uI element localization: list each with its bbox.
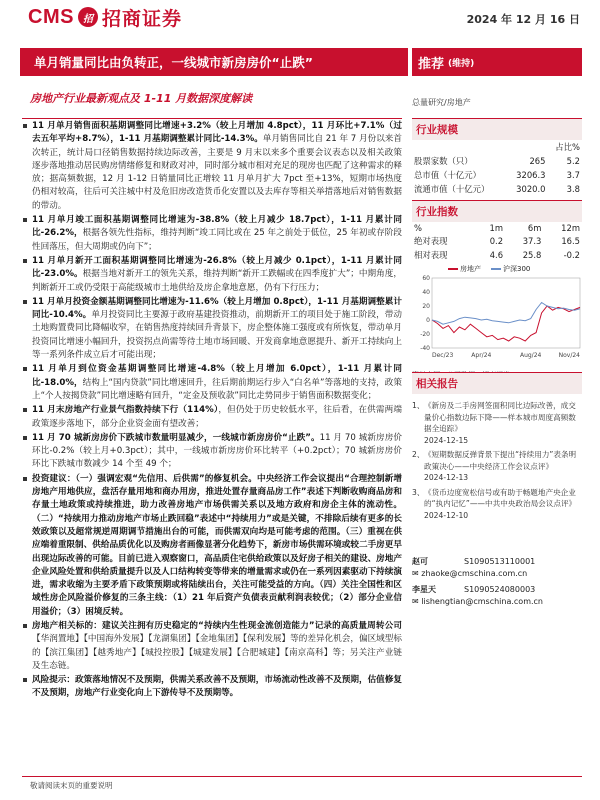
- legend-item-real-estate: 房地产: [448, 264, 481, 274]
- footer-note: 敬请阅读末页的重要说明: [30, 781, 113, 790]
- related-reports-title: 相关报告: [412, 372, 582, 394]
- mail-icon: ✉: [412, 597, 422, 606]
- report-date: 2024 年 12 月 16 日: [466, 13, 580, 26]
- index-chart: [412, 274, 582, 364]
- analyst-cert: S1090513110001: [464, 557, 536, 566]
- analyst-name: 李星天: [412, 585, 436, 594]
- industry-scale-title: 行业规模: [412, 118, 582, 140]
- bullet-new-starts: 11 月单月新开工面积基期调整同比增速为-26.8%（较上月减少 0.1pct），1-11 月累计同比-23.0%。根据当地对新开工的领先关系，维持判断“新开工跌幅或在四季度扩大”；中期角度，判断新开工或仍受限于高能级城市土地供给及房企拿地意愿，仍有下行压力；: [22, 255, 402, 295]
- analyst-email[interactable]: zhaoke@cmschina.com.cn: [421, 569, 528, 578]
- related-report-date: 2024-12-15: [424, 435, 469, 445]
- related-report-item[interactable]: 2、 《短期数据反弹背景下提出“持续用力”表条明政策决心——中央经济工作会议点评》 2024-12-13: [412, 450, 577, 482]
- mail-icon: ✉: [412, 569, 422, 578]
- rating-label: 推荐: [418, 56, 445, 72]
- analysts-section: [412, 556, 582, 608]
- table-row: 总市值（十亿元） 3206.3 3.7: [414, 170, 580, 180]
- y-tick-label: 0: [426, 317, 430, 324]
- chart-legend: [448, 264, 582, 274]
- series-line-real-estate: [432, 306, 580, 341]
- rating-box: [412, 48, 582, 76]
- related-report-item[interactable]: 3、 《货币边度宽松信号或有助于畅题地产央企业的“执内记忆”——中共中央政治局会议点评》 2024-12-10: [412, 487, 577, 520]
- industry-index-title: 行业指数: [412, 200, 582, 222]
- analyst-email[interactable]: lishengtian@cmschina.com.cn: [421, 597, 543, 606]
- bullet-investment-advice: 投资建议：（一）强调宏观“先信用、后供需”的修复机会。中央经济工作会议提出“合理控制新增房地产用地供应，盘活存量用地和商办用房，推进处置存量商品房工作”表述下判断收购商品房和存量土地政策或持续推进，助力改善房地产市场供需关系以及地方政府和房企主体的流动性。（二）“持续用力推动房地产市场止跌回稳”表述中“持续用力”或是关键，不排除后续有更多的长效政策以及超常规逆周期调节措施出台的可能，而供需双向均是可能考虑的范围。（三）重视在供应端着重限制、供给品质优化以及购房者画像显著分化趋势下，新房市场供需环境或较二手房更早出现边际改善的可能。目前已进入观察窗口，高品质住宅供给政策以及好房子相关的建设、房地产企业风险处置和供给质量提升以及人口结构转变等带来的增量需求或仍在一系列因素驱动下持续演进，需求收缩为主要矛盾下政策预期或将陆续出台，关注可能受益的方向。（四）关注全国性和区域性房企风险溢价修复的三条主线：（1）21 年后资产负债表贡献利润表较优；（2）部分企业信用溢价；（3）困境反转。: [22, 473, 402, 619]
- related-report-item[interactable]: 1、 《新房及二手房网签面积同比边际改善，成交量价心指数边际下降——样本城市周度高频数据全追踪》 2024-12-15: [412, 401, 576, 445]
- legend-item-hs300: 沪深300: [491, 264, 530, 274]
- logo-latin: CMS: [28, 5, 74, 28]
- y-tick-label: -20: [420, 331, 430, 338]
- bullet-investment: 11 月单月投资金额基期调整同比增速为-11.6%（较上月增加 0.8pct），1-11 月基期调整累计同比-10.4%。单月投资同比主要源于政府基建投资推动，前期新开工的项目处于施工阶段，带动土地购置费同比降幅收窄，在销售热度持续回升背景下，房企整体施工强度或有所恢复，带动单月投资同比增速小幅回升，投资拐点尚需等待土地市场回暖、开发商拿地意愿提升、新开工持续向上等一系列条件成立后才可能出现；: [22, 296, 402, 362]
- x-tick-label: Dec/23: [432, 352, 454, 359]
- bullet-risks: 风险提示：政策落地情况不及预期，供需关系改善不及预期，市场流动性改善不及预期，估值修复不及预期，房地产行业变化向上下游传导不及预期等。: [22, 674, 402, 701]
- series-line-hs300: [432, 303, 580, 325]
- report-subtitle: 房地产行业最新观点及 1-11 月数据深度解读: [30, 92, 253, 105]
- bullet-stocks: 房地产相关标的：建议关注拥有历史稳定的“持续内生性现金流创造能力”记录的高质量周转公司【华润置地】【中国海外发展】【龙湖集团】【金地集团】【保利发展】等的差异化机会，偏区域型标的【滨江集团】【越秀地产】【城投控股】【城建发展】【合肥城建】【南京高科】等；另关注产业链及生态链。: [22, 620, 402, 673]
- related-reports-section: [412, 372, 582, 524]
- bullet-funding: 11 月单月到位资金基期调整同比增速-4.8%（较上月增加 6.0pct），1-11 月累计同比-18.0%，结构上“国内贷款”同比增速回升，往后期前期运行步入“白名单”等落地的支持，政策上“个人按揭贷款”同比增速略有回升，“定金及预收款”同比走势同步于销售面积数据变化；: [22, 363, 402, 403]
- industry-scale-section: [412, 118, 582, 196]
- x-tick-label: Nov/24: [558, 352, 580, 359]
- table-row: 股票家数（只） 265 5.2: [414, 156, 580, 166]
- table-row: 相对表现 4.6 25.8 -0.2: [414, 250, 580, 260]
- report-category: 总量研究/房地产: [412, 98, 471, 107]
- analyst-name: 赵可: [412, 557, 428, 566]
- rating-sub: (维持): [448, 58, 475, 69]
- analyst-1: [412, 556, 582, 580]
- analyst-cert: S1090524080003: [464, 585, 536, 594]
- x-tick-label: Aug/24: [519, 352, 542, 359]
- main-body: [22, 118, 402, 777]
- y-tick-label: 20: [422, 303, 430, 310]
- related-report-date: 2024-12-13: [424, 473, 469, 482]
- pct-header: 占比%: [555, 142, 580, 152]
- bullet-completion: 11 月单月竣工面积基期调整同比增速为-38.8%（较上月减少 18.7pct），1-11 月累计同比-26.2%，根据各领先性指标，维持判断“竣工同比或在 25 年之前处于低位，25 年初或存阶段性回落压，但大周期或仍向下”；: [22, 214, 402, 254]
- table-row: 流通市值（十亿元） 3020.0 3.8: [414, 184, 580, 194]
- footer-divider: [22, 776, 582, 777]
- y-tick-label: 40: [422, 289, 430, 296]
- bullet-sales: 11 月单月销售面积基期调整同比增速+3.2%（较上月增加 4.8pct），11 月环比+7.1%（过去五年平均+8.7%），1-11 月基期调整累计同比-14.3%。单月销售同比自 21 年 7 月份以来首次转正，统计局口径销售数据持续边际改善，主要是 9 月末以来多个重要会议表态以及相关政策逐步落地推动居民购房情绪修复和财政对冲，同时部分城市相对充足的现房也匹配了这种需求的释放；据高频数据，12 月 1-12 日销量同比正增较 11 月单月扩大 7pct 至+13%，短期市场热度仍相对较高，往后可关注城中村及危旧房改造货币化安置以及去库存等相关举措落地后对销售数据的带动。: [22, 120, 402, 213]
- bullet-sentiment: 11 月末房地产行业景气指数持续下行（114%），但仍处于历史较低水平，往后看，在供需两端政策逐步落地下，部分企业资金面有望改善；: [22, 404, 402, 431]
- industry-scale-table: [412, 140, 582, 196]
- chart-frame: [432, 278, 580, 348]
- y-tick-label: -40: [420, 345, 430, 352]
- table-row: 绝对表现 0.2 37.3 16.5: [414, 236, 580, 246]
- logo-badge-icon: 招: [78, 7, 98, 27]
- x-tick-label: Apr/24: [471, 352, 492, 359]
- industry-index-section: [412, 200, 582, 380]
- report-title: 单月销量同比由负转正，一线城市新房房价“止跌”: [20, 48, 408, 76]
- logo-chinese: 招商证券: [101, 7, 182, 30]
- y-tick-label: 60: [422, 275, 430, 282]
- bullet-prices: 11 月 70 城新房房价下跌城市数量明显减少，一线城市新房房价“止跌”。11 月 70 城新房房价环比-0.2%（较上月+0.3pct）；其中，一线城市新房房价环比转平（+0.2pct）；70 城新房房价环比下跌城市数减少 14 个至 49 个；: [22, 432, 402, 472]
- industry-index-table: % 1m 6m 12m 绝对表现 0.2 37.3 16.5 相对表现 4.6 25.8 -0.2: [414, 223, 580, 260]
- analyst-2: [412, 584, 582, 608]
- company-logo: [28, 4, 182, 30]
- related-report-date: 2024-12-10: [424, 510, 469, 520]
